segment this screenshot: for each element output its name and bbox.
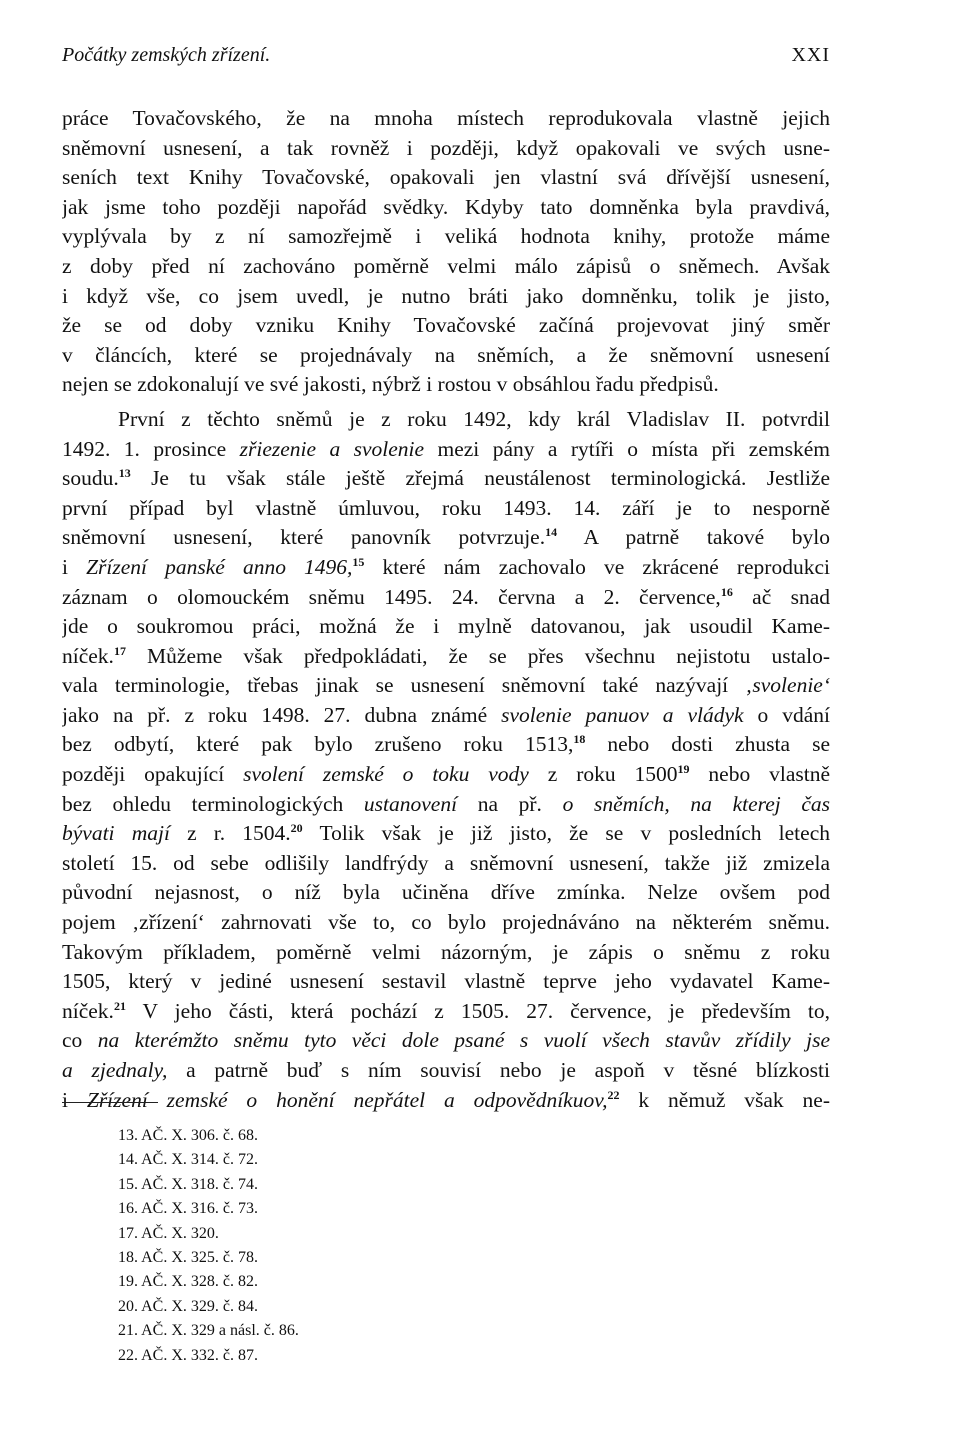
text-line: práce Tovačovského, že na mnoha místech reprodukovala vlastně jejich [62,106,830,130]
text-line: století 15. od sebe odlišily landfrýdy a sněmovní usnesení, takže již zmizela [62,850,830,875]
text-line: že se od doby vzniku Knihy Tovačovské začíná projevovat jiný směr [62,313,830,338]
text-line: později opakující svolení zemské o toku vody z roku 1500$^{19}$ nebo vlastně [62,762,830,787]
page-header [62,44,830,67]
text-line: záznam o olomouckém sněmu 1495. 24. června a 2. července,$^{16}$ ač snad [62,584,830,609]
footnote-ref[interactable]: 18 [573,732,586,747]
footnote: 14. AČ. X. 314. č. 72. [118,1151,258,1169]
text-line: nejen se zdokonalují ve své jakosti, nýbrž i rostou v obsáhlou řadu předpisů. [62,372,719,397]
text-line: co na kterémžto sněmu tyto věci dole psané s vuolí všech stavův zřídily jse [62,1028,830,1053]
footnote: 20. AČ. X. 329. č. 84. [118,1297,258,1315]
footnote-ref[interactable]: 21 [113,998,126,1013]
running-title: Počátky zemských zřízení. [62,44,271,66]
footnotes [118,1124,299,1368]
text-line: soudu.$^{13}$ Je tu však stále ještě zřejmá neustálenost terminologická. Jestliže [62,466,830,491]
text-line: původní nejasnost, o níž byla učiněna dříve zmínka. Nelze ovšem pod [62,880,830,905]
footnote-ref[interactable]: 17 [113,643,126,658]
text-line: sněmovní usnesení, a tak rovněž i později, když opakovali ve svých usne- [62,135,830,160]
footnote: 22. AČ. X. 332. č. 87. [118,1346,258,1364]
text-line: 1492. 1. prosince zřiezenie a svolenie mezi pány a rytíři o místa při zemském [62,436,830,461]
text-line: jako na př. z roku 1498. 27. dubna známé svolenie panuov a vládyk o vdání [62,702,830,727]
footnote: 13. AČ. X. 306. č. 68. [118,1127,258,1144]
footnote-ref[interactable]: 19 [677,762,690,777]
footnote: 21. AČ. X. 329 a násl. č. 86. [118,1322,299,1340]
page-number: XXI [791,44,830,66]
footnote-ref[interactable]: 22 [607,1087,620,1102]
text-line: bez odbytí, které pak bylo zrušeno roku 1513,18 nebo dosti zhusta se [62,732,830,757]
text-line: vyplývala by z ní samozřejmě i veliká hodnota knihy, protože máme [62,224,830,249]
footnote: 15. AČ. X. 318. č. 74. [118,1175,258,1193]
text-line: a zjednaly, a patrně buď s ním souvisí nebo je aspoň v těsné blízkosti [62,1058,830,1082]
text-line: níček.$^{17}$ Můžeme však předpokládati, že se přes všechnu nejistotu ustalo- [62,643,830,668]
text-line: níček.$^{21}$ V jeho části, která pochází z 1505. 27. července, je především to, [62,998,830,1023]
text-line: vala terminologie, třebas jinak se usnesení sněmovní také nazývají ‚svolenie‘ [62,673,830,698]
footnote-ref[interactable]: 16 [720,584,733,599]
footnote: 16. AČ. X. 316. č. 73. [118,1200,258,1218]
text-line: z doby před ní zachováno poměrně velmi málo zápisů o sněmech. Avšak [62,253,830,278]
text-line: bývati mají z r. 1504.20 Tolik však je již jisto, že se v posledních letech [62,821,830,846]
text-line: jde o soukromou práci, možná že i mylně datovanou, jak usoudil Kame- [62,614,830,639]
text-line: Takovým příkladem, poměrně velmi názorným, je zápis o sněmu z roku [62,939,830,964]
footnote-ref[interactable]: 15 [352,554,365,569]
footnote-ref[interactable]: 13 [118,466,131,481]
footnote-ref[interactable]: 14 [545,525,558,540]
text-line: v článcích, které se projednávaly na sněmích, a že sněmovní usnesení [62,342,830,367]
text-line: první případ byl vlastně úmluvou, roku 1493. 14. září je to nesporně [62,495,830,520]
text-line: pojem ‚zřízení‘ zahrnovati vše to, co bylo projednáváno na některém sněmu. [62,910,830,935]
body-text [62,104,830,1115]
text-line: seních text Knihy Tovačovské, opakovali jen vlastní svá dřívější usnesení, [62,165,830,190]
text-line: bez ohledu terminologických ustanovení na př. o sněmích, na kterej čas [62,791,830,816]
footnote: 17. AČ. X. 320. [118,1224,219,1242]
footnote: 18. AČ. X. 325. č. 78. [118,1248,258,1266]
footnote-ref[interactable]: 20 [290,821,303,836]
text-line: i Zřízení panské anno 1496,15 které nám zachovalo ve zkrácené reprodukci [62,554,830,579]
text-line: i Zřízení zemské o honění nepřátel a odpovědníkuov,$^{22}$ k němuž však ne- [62,1087,830,1112]
text-line: První z těchto sněmů je z roku 1492, kdy král Vladislav II. potvrdil [118,406,830,431]
text-line: sněmovní usnesení, které panovník potvrzuje.$^{14}$ A patrně takové bylo [62,525,830,550]
text-line: i když vše, co jsem uvedl, je nutno bráti jako domněnku, tolik je jisto, [62,283,830,308]
text-line: 1505, který v jediné usnesení sestavil vlastně teprve jeho vydavatel Kame- [62,969,830,994]
footnote: 19. AČ. X. 328. č. 82. [118,1273,258,1291]
footnote-divider [62,1102,158,1103]
text-line: jak jsme toho později napořád svědky. Kdyby tato domněnka byla pravdivá, [62,194,830,219]
